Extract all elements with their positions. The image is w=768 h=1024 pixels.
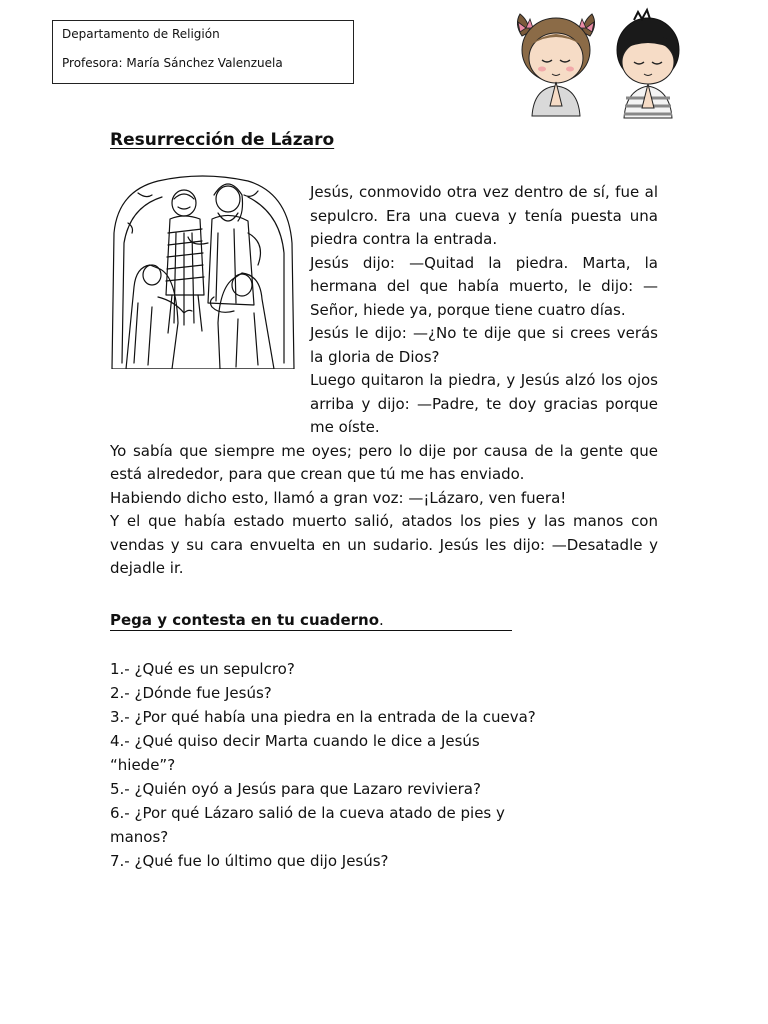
story-paragraph: Jesús, conmovido otra vez dentro de sí, fue al sepulcro. Era una cueva y tenía puesta una piedra contra la entrada.: [310, 183, 658, 248]
question-item: 7.- ¿Qué fue lo último que dijo Jesús?: [110, 852, 389, 870]
teacher-label: Profesora: María Sánchez Valenzuela: [62, 56, 283, 70]
girl-praying-figure: [517, 14, 594, 116]
question-list: [110, 657, 540, 873]
story-paragraph: Yo sabía que siempre me oyes; pero lo dije por causa de la gente que está alrededor, para que crean que tú me has enviado.: [110, 441, 658, 483]
page-title: Resurrección de Lázaro: [110, 130, 335, 150]
instruction-period: .: [379, 611, 384, 629]
question-item: 2.- ¿Dónde fue Jesús?: [110, 684, 272, 702]
header-box: [52, 20, 354, 84]
instruction-text: Pega y contesta en tu cuaderno: [110, 611, 380, 629]
question-item: 1.- ¿Qué es un sepulcro?: [110, 660, 295, 678]
illustration-spacer: [110, 181, 310, 417]
boy-praying-figure: [617, 10, 679, 118]
story-paragraph: Habiendo dicho esto, llamó a gran voz: —¡Lázaro, ven fuera!: [110, 488, 567, 507]
story-paragraph: Jesús le dijo: —¿No te dije que si crees verás la gloria de Dios?: [310, 324, 658, 366]
question-item: 5.- ¿Quién oyó a Jesús para que Lazaro reviviera?: [110, 780, 481, 798]
department-label: Departamento de Religión: [62, 27, 220, 41]
story-text: [110, 181, 658, 581]
story-paragraph: Y el que había estado muerto salió, atados los pies y las manos con vendas y su cara envuelta en un sudario. Jesús les dijo: —Desatadle y dejadle ir.: [110, 512, 658, 577]
question-item: 6.- ¿Por qué Lázaro salió de la cueva atado de pies y manos?: [110, 804, 505, 846]
question-item: 4.- ¿Qué quiso decir Marta cuando le dice a Jesús “hiede”?: [110, 732, 480, 774]
story-paragraph: Luego quitaron la piedra, y Jesús alzó los ojos arriba y dijo: —Padre, te doy gracias porque me oíste.: [310, 371, 658, 436]
question-item: 3.- ¿Por qué había una piedra en la entrada de la cueva?: [110, 708, 536, 726]
instruction-heading: [110, 610, 512, 631]
story-paragraph: Jesús dijo: —Quitad la piedra. Marta, la hermana del que había muerto, le dijo: —Señor, hiede ya, porque tiene cuatro días.: [310, 253, 658, 319]
praying-children-image: [512, 6, 690, 120]
